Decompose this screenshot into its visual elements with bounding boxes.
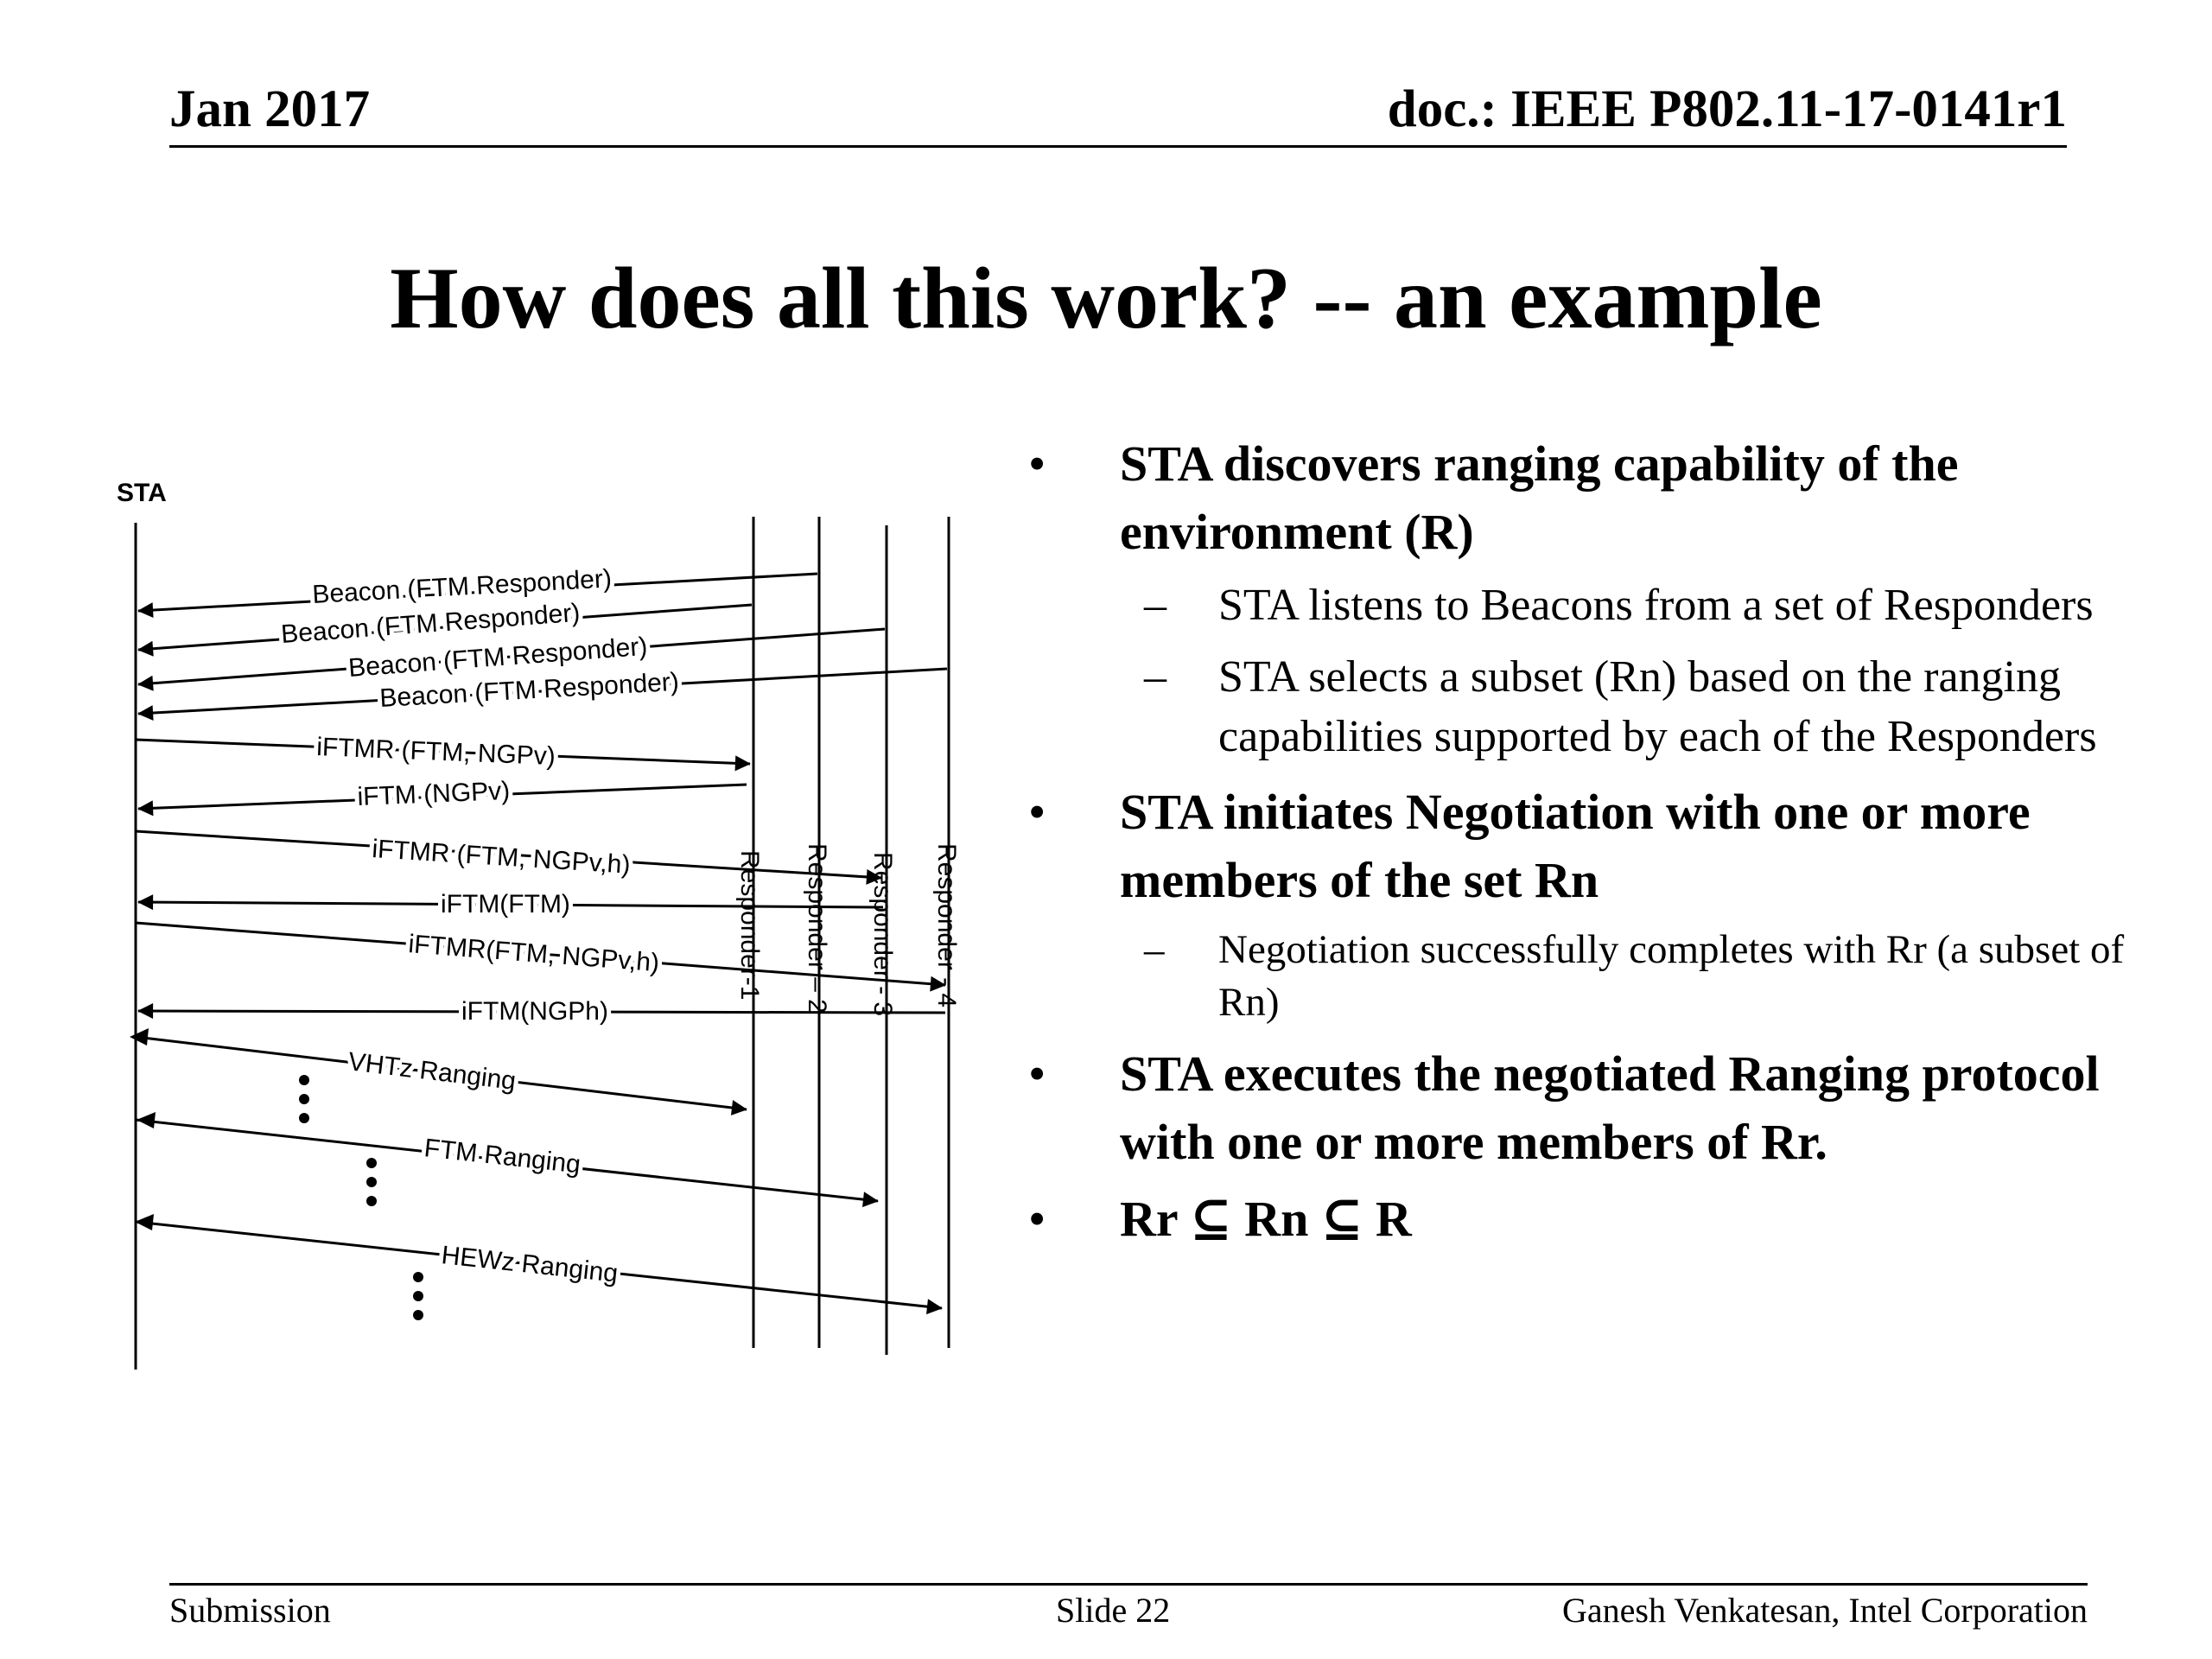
footer-author: Ganesh Venkatesan, Intel Corporation [1562,1591,2088,1630]
bullet-1-sub-2: – STA selects a subset (Rn) based on the ranging capabilities supported by each of the Responders [1144,652,2097,762]
bullet-2: • STA initiates Negotiation with one or more members of the set Rn [1028,784,2031,909]
bullet-1-text: STA discovers ranging capability of the environment (R) [1120,435,1959,560]
iftmr-label-1: iFTMR (FTM, NGPv) [315,733,556,772]
ellipsis-3 [413,1272,423,1320]
responder-2-label: Responder – 2 [803,843,831,1014]
header-rule [169,145,2067,148]
beacon-label-1: Beacon (FTM Responder) [311,564,613,609]
hewz-ranging-arrowhead-left [135,1214,154,1230]
beacon-label-3: Beacon (FTM Responder) [347,632,649,683]
iftm-label-3: iFTM(NGPh) [461,997,608,1026]
ftm-ranging-label: FTM Ranging [423,1134,582,1179]
header-date: Jan 2017 [169,80,371,138]
bullet-3: • STA executes the negotiated Ranging protocol with one or more members of Rr. [1028,1046,2100,1171]
footer-slide-number: Slide 22 [1056,1591,1171,1630]
iftmr-label-3: iFTMR(FTM, NGPv,h) [407,930,661,978]
responder-1-label: Responder-1 [735,850,764,1001]
vhtz-ranging-label: VHTz Ranging [346,1047,518,1096]
bullet-2-sub-1-text: Negotiation successfully completes with Rr (a subset of Rn) [1218,926,2125,1025]
iftmr-label-2: iFTMR (FTM, NGPv,h) [371,835,632,880]
bullet-2-text: STA initiates Negotiation with one or more members of the set Rn [1120,784,2031,909]
ellipsis-1 [299,1075,309,1123]
bullet-list [1028,430,2177,1262]
bullet-1: • STA discovers ranging capability of the environment (R) [1028,435,1959,560]
responder-3-label: Responder - 3 [868,852,897,1017]
sta-label: STA [117,479,167,507]
iftm-label-1: iFTM (NGPv) [356,776,511,811]
footer-rule [169,1583,2088,1586]
bullet-4-text: Rr ⊆ Rn ⊆ R [1120,1190,1412,1247]
ftm-ranging-arrowhead-left [137,1112,156,1128]
iftm-label-2: iFTM(FTM) [441,890,570,918]
beacon-label-4: Beacon (FTM Responder) [378,667,680,713]
sequence-diagram [0,449,1002,1382]
bullet-3-text: STA executes the negotiated Ranging protocol with one or more members of Rr. [1120,1046,2100,1171]
responder-4-label: Responder - 4 [932,843,961,1008]
bullet-1-sub-2-text: STA selects a subset (Rn) based on the ranging capabilities supported by each of the Responders [1218,652,2097,762]
slide-title: How does all this work? -- an example [390,250,1822,347]
bullet-4: • Rr ⊆ Rn ⊆ R [1028,1190,1412,1247]
beacon-label-2: Beacon (FTM Responder) [280,598,582,649]
bullet-1-sub-1-text: STA listens to Beacons from a set of Responders [1218,580,2094,630]
header-doc-id: doc.: IEEE P802.11-17-0141r1 [1387,80,2067,138]
bullet-2-sub-1: – Negotiation successfully completes with Rr (a subset of Rn) [1144,926,2125,1025]
vhtz-ranging-arrowhead-left [130,1028,149,1046]
hewz-ranging-label: HEWz Ranging [440,1241,620,1288]
bullet-1-sub-1: – STA listens to Beacons from a set of Responders [1144,580,2094,630]
ellipsis-2 [366,1158,377,1206]
footer-submission: Submission [169,1591,331,1630]
